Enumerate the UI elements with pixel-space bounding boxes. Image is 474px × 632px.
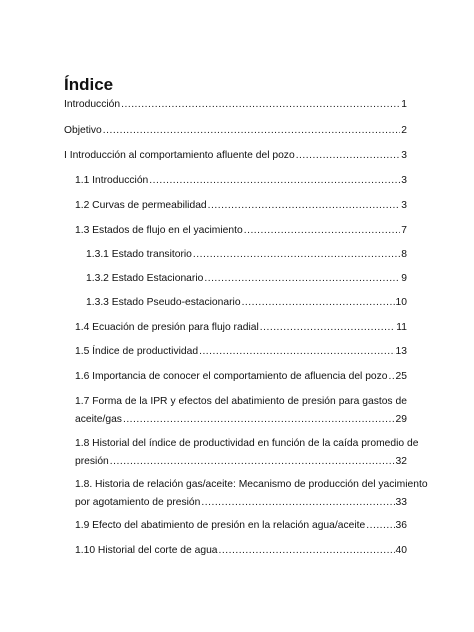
toc-page-number: 36 (395, 520, 407, 531)
toc-page-number: 33 (395, 497, 407, 508)
toc-entry-1-2[interactable] (75, 197, 407, 215)
toc-entry-chapter-1[interactable] (64, 147, 407, 165)
toc-page-number: 8 (401, 249, 407, 260)
toc-entry-introduccion[interactable] (64, 96, 407, 114)
toc-entry-label: Objetivo (64, 125, 102, 136)
toc-entry-1-3-3[interactable] (86, 294, 407, 312)
toc-page-number: 13 (395, 346, 407, 357)
toc-entry-1-5[interactable] (75, 343, 407, 361)
dot-leader (149, 172, 400, 190)
dot-leader (201, 494, 394, 512)
toc-page-number: 7 (401, 225, 407, 236)
toc-page-number: 40 (395, 545, 407, 556)
toc-entry-label-line1: 1.8 Historial del índice de productividad en función de la caída promedio de (75, 438, 419, 449)
toc-entry-objetivo[interactable] (64, 122, 407, 140)
dot-leader (242, 294, 395, 312)
dot-leader (366, 517, 394, 535)
toc-entry-label: 1.4 Ecuación de presión para flujo radial (75, 322, 259, 333)
toc-entry-label: 1.6 Importancia de conocer el comportamiento de afluencia del pozo (75, 371, 388, 382)
dot-leader (219, 542, 395, 560)
toc-entry-label: I Introducción al comportamiento afluente del pozo (64, 150, 295, 161)
toc-entry-1-1[interactable] (75, 172, 407, 190)
toc-entry-1-9[interactable] (75, 517, 407, 535)
index-title: Índice (64, 75, 114, 94)
toc-page-number: 11 (396, 322, 407, 333)
toc-entry-label: Introducción (64, 99, 121, 110)
toc-page-number: 3 (401, 150, 407, 161)
toc-entry-1-8-historia[interactable] (75, 476, 428, 512)
toc-page-number: 9 (401, 273, 407, 284)
dot-leader (244, 222, 401, 240)
toc-entry-label: 1.3.3 Estado Pseudo-estacionario (86, 297, 241, 308)
toc-entry-label: 1.3.1 Estado transitorio (86, 249, 192, 260)
toc-entry-label: 1.3.2 Estado Estacionario (86, 273, 204, 284)
dot-leader (121, 96, 400, 114)
toc-entry-label-line1: 1.7 Forma de la IPR y efectos del abatimiento de presión para gastos de (75, 396, 407, 407)
toc-entry-label: 1.10 Historial del corte de agua (75, 545, 218, 556)
toc-entry-label: 1.1 Introducción (75, 175, 149, 186)
toc-page-number: 29 (395, 414, 407, 425)
dot-leader (199, 343, 394, 361)
toc-entry-label: aceite/gas (75, 414, 122, 425)
toc-entry-1-3-1[interactable] (86, 246, 407, 264)
toc-page-number: 32 (395, 456, 407, 467)
dot-leader (123, 411, 395, 429)
toc-page-number: 25 (395, 371, 407, 382)
toc-page-number: 1 (401, 99, 407, 110)
toc-entry-1-4[interactable] (75, 319, 407, 337)
toc-entry-label: presión (75, 456, 109, 467)
toc-entry-1-3-2[interactable] (86, 270, 407, 288)
toc-entry-label: por agotamiento de presión (75, 497, 201, 508)
toc-entry-label: 1.3 Estados de flujo en el yacimiento (75, 225, 243, 236)
dot-leader (208, 197, 401, 215)
dot-leader (204, 270, 400, 288)
toc-entry-1-3[interactable] (75, 222, 407, 240)
toc-entry-1-8[interactable] (75, 435, 419, 471)
toc-entry-1-7[interactable] (75, 393, 407, 429)
toc-entry-label-line1: 1.8. Historia de relación gas/aceite: Mecanismo de producción del yacimiento (75, 479, 428, 490)
dot-leader (110, 453, 395, 471)
toc-entry-1-10[interactable] (75, 542, 407, 560)
dot-leader (103, 122, 400, 140)
toc-entry-label: 1.9 Efecto del abatimiento de presión en la relación agua/aceite (75, 520, 366, 531)
toc-entry-label: 1.5 Índice de productividad (75, 346, 199, 357)
toc-page-number: 3 (401, 200, 407, 211)
dot-leader (296, 147, 401, 165)
toc-entry-1-6[interactable] (75, 368, 407, 386)
toc-page-number: 2 (401, 125, 407, 136)
toc-page-number: 3 (401, 175, 407, 186)
toc-entry-label: 1.2 Curvas de permeabilidad (75, 200, 207, 211)
toc-page-number: 10 (395, 297, 407, 308)
dot-leader (260, 319, 396, 337)
dot-leader (389, 368, 395, 386)
dot-leader (193, 246, 400, 264)
